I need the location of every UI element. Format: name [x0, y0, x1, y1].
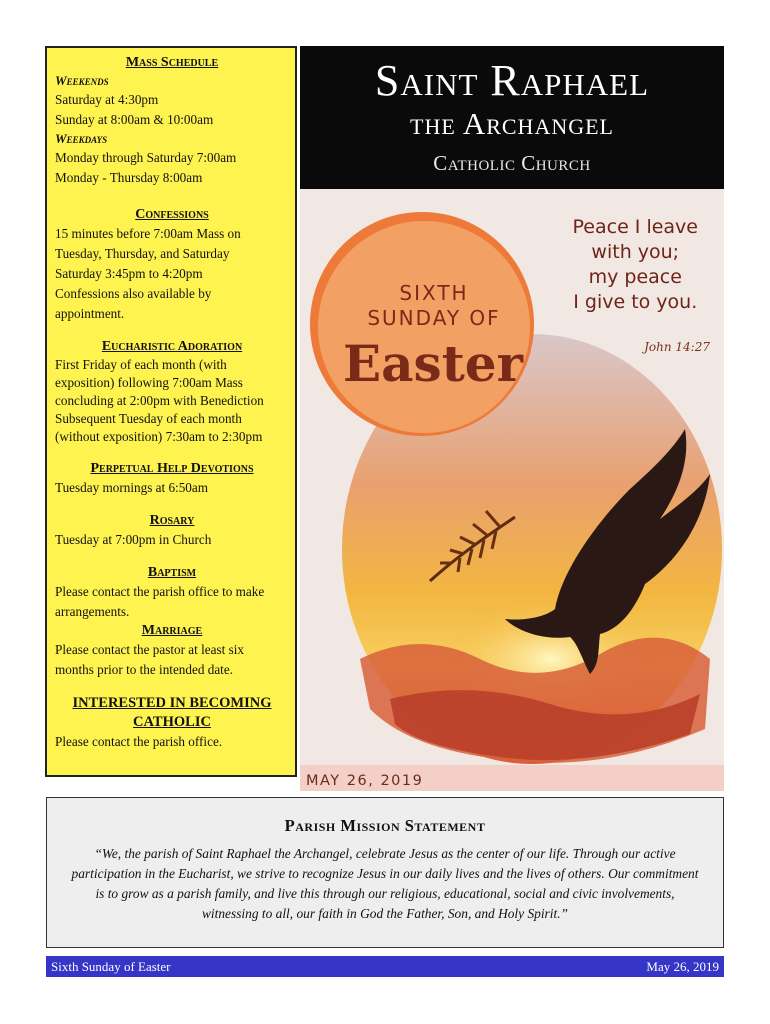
sixth-label: SIXTH	[399, 281, 469, 305]
mission-statement-box	[46, 797, 724, 948]
sunday-of-label: SUNDAY OF	[367, 306, 501, 330]
church-name: Saint Raphael	[374, 56, 650, 105]
marriage-title: Marriage	[141, 623, 203, 638]
mass-weekend-line: Saturday at 4:30pm	[55, 92, 159, 107]
artwork-date: MAY 26, 2019	[306, 773, 424, 789]
marriage-line: Please contact the pastor at least six	[55, 642, 244, 657]
church-type: Catholic Church	[433, 151, 591, 175]
mission-text: “We, the parish of Saint Raphael the Archangel, celebrate Jesus as the center of our life. Through our active participation in the Eucharist, we strive to recognize Jesus in our daily lives and the lives of others. Our commitment is to grow as a parish family, and live this through our religious, educational, social and civic involvements, witnessing to all, our faith in God the Father, Son, and Holy Spirit.”	[71, 846, 699, 921]
mass-weekday-line: Monday through Saturday 7:00am	[55, 150, 237, 165]
adoration-title: Eucharistic Adoration	[101, 339, 243, 354]
church-name-sub: the Archangel	[410, 106, 614, 141]
quote-line: Peace I leave	[572, 216, 698, 238]
confessions-title: Confessions	[135, 207, 209, 222]
confessions-line: appointment.	[55, 306, 125, 321]
adoration-line: exposition) following 7:00am Mass	[55, 375, 243, 390]
baptism-line: Please contact the parish office to make	[55, 584, 265, 599]
mass-weekend-line: Sunday at 8:00am & 10:00am	[55, 112, 214, 127]
perpetual-help-title: Perpetual Help Devotions	[90, 461, 254, 476]
confessions-line: Saturday 3:45pm to 4:20pm	[55, 266, 203, 281]
scripture-quote	[573, 215, 698, 315]
easter-artwork	[300, 189, 724, 791]
confessions-line: Tuesday, Thursday, and Saturday	[55, 246, 230, 261]
footer-occasion: Sixth Sunday of Easter	[51, 959, 171, 974]
adoration-line: (without exposition) 7:30am to 2:30pm	[55, 429, 263, 444]
scripture-reference: John 14:27	[644, 340, 710, 354]
easter-label: Easter	[343, 334, 523, 393]
adoration-line: concluding at 2:00pm with Benediction	[55, 393, 264, 408]
quote-line: I give to you.	[573, 291, 698, 313]
weekends-label: Weekends	[55, 73, 109, 88]
adoration-line: First Friday of each month (with	[55, 357, 227, 372]
mission-title: Parish Mission Statement	[284, 816, 486, 835]
rosary-line: Tuesday at 7:00pm in Church	[55, 532, 212, 547]
rosary-title: Rosary	[149, 513, 195, 528]
becoming-catholic-title-1: INTERESTED IN BECOMING	[72, 695, 272, 711]
church-header	[300, 46, 724, 189]
footer-date: May 26, 2019	[646, 959, 719, 974]
becoming-catholic-title-2: CATHOLIC	[133, 714, 211, 730]
schedule-panel	[45, 46, 297, 777]
quote-line: my peace	[588, 266, 682, 288]
becoming-catholic-line: Please contact the parish office.	[55, 734, 223, 749]
confessions-line: Confessions also available by	[55, 286, 212, 301]
mass-schedule-title: Mass Schedule	[125, 55, 219, 70]
adoration-line: Subsequent Tuesday of each month	[55, 411, 242, 426]
baptism-line: arrangements.	[55, 604, 130, 619]
perpetual-help-line: Tuesday mornings at 6:50am	[55, 480, 208, 495]
quote-line: with you;	[591, 241, 680, 263]
baptism-title: Baptism	[147, 565, 197, 580]
mass-weekday-line: Monday - Thursday 8:00am	[55, 170, 203, 185]
footer-bar	[46, 956, 724, 977]
marriage-line: months prior to the intended date.	[55, 662, 233, 677]
confessions-line: 15 minutes before 7:00am Mass on	[55, 226, 241, 241]
weekdays-label: Weekdays	[55, 131, 108, 146]
